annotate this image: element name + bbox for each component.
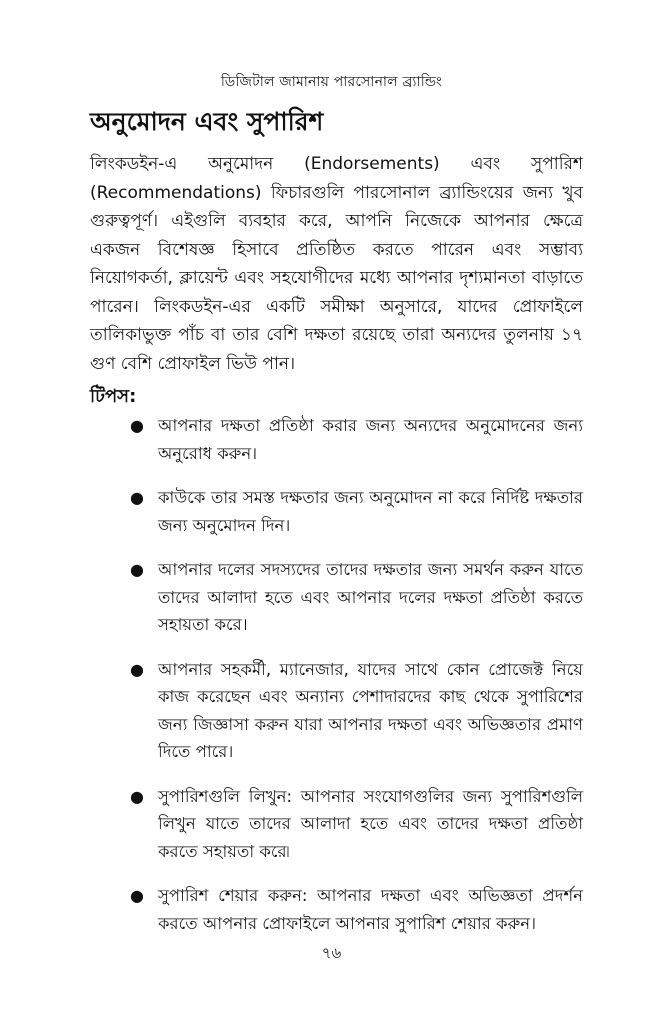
bullet-icon: ●	[130, 488, 144, 507]
tips-heading: টিপস:	[90, 386, 137, 407]
tip-text: আপনার দলের সদস্যদের তাদের দক্ষতার জন্য সমর্থন করুন যাতে তাদের আলাদা হতে এবং আপনার দলের দক্ষতা প্রতিষ্ঠা করতে সহায়তা করে।	[158, 560, 583, 634]
bullet-icon: ●	[130, 560, 144, 579]
running-header: ডিজিটাল জামানায় পারসোনাল ব্র্যান্ডিং	[220, 74, 443, 90]
tip-item	[90, 656, 583, 766]
bullet-icon: ●	[130, 416, 144, 435]
tip-text: আপনার দক্ষতা প্রতিষ্ঠা করার জন্য অন্যদের অনুমোদনের জন্য অনুরোধ করুন।	[158, 416, 583, 463]
tip-text: সুপারিশগুলি লিখুন: আপনার সংযোগগুলির জন্য সুপারিশগুলি লিখুন যাতে তাদের আলাদা হতে এবং তাদের দক্ষতা প্রতিষ্ঠা করতে সহায়তা করে৷	[158, 786, 583, 861]
tip-text: কাউকে তার সমস্ত দক্ষতার জন্য অনুমোদন না করে নির্দিষ্ট দক্ষতার জন্য অনুমোদন দিন।	[158, 488, 583, 535]
tips-list	[90, 412, 583, 954]
page-number: ৭৬	[321, 944, 342, 962]
bullet-icon: ●	[130, 886, 144, 905]
tip-text: সুপারিশ শেয়ার করুন: আপনার দক্ষতা এবং অভিজ্ঞতা প্রদর্শন করতে আপনার প্রোফাইলে আপনার সুপারিশ শেয়ার করুন।	[158, 886, 583, 933]
tip-item	[90, 783, 583, 866]
tip-item	[90, 556, 583, 639]
tip-item	[90, 484, 583, 539]
tip-item	[90, 412, 583, 467]
tip-text: আপনার সহকর্মী, ম্যানেজার, যাদের সাথে কোন প্রোজেক্ট নিয়ে কাজ করেছেন এবং অন্যান্য পেশাদারদের কাছ থেকে সুপারিশের জন্য জিজ্ঞাসা করুন যারা আপনার দক্ষতা এবং অভিজ্ঞতার প্রমাণ দিতে পারে।	[158, 659, 583, 761]
tip-item	[90, 882, 583, 937]
bullet-icon: ●	[130, 659, 144, 679]
bullet-icon: ●	[130, 786, 144, 806]
section-title: অনুমোদন এবং সুপারিশ	[90, 107, 324, 136]
intro-paragraph: লিংকডইন-এ অনুমোদন (Endorsements) এবং সুপারিশ (Recommendations) ফিচারগুলি পারসোনাল ব্র্যান্ডিংয়ের জন্য খুব গুরুত্বপূর্ণ। এইগুলি ব্যবহার করে, আপনি নিজেকে আপনার ক্ষেত্রে একজন বিশেষজ্ঞ হিসাবে প্রতিষ্ঠিত করতে পারেন এবং সম্ভাব্য নিয়োগকর্তা, ক্লায়েন্ট এবং সহযোগীদের মধ্যে আপনার দৃশ্যমানতা বাড়াতে পারেন। লিংকডইন-এর একটি সমীক্ষা অনুসারে, যাদের প্রোফাইলে তালিকাভুক্ত পাঁচ বা তার বেশি দক্ষতা রয়েছে তারা অন্যদের তুলনায় ১৭ গুণ বেশি প্রোফাইল ভিউ পান।	[90, 154, 583, 374]
